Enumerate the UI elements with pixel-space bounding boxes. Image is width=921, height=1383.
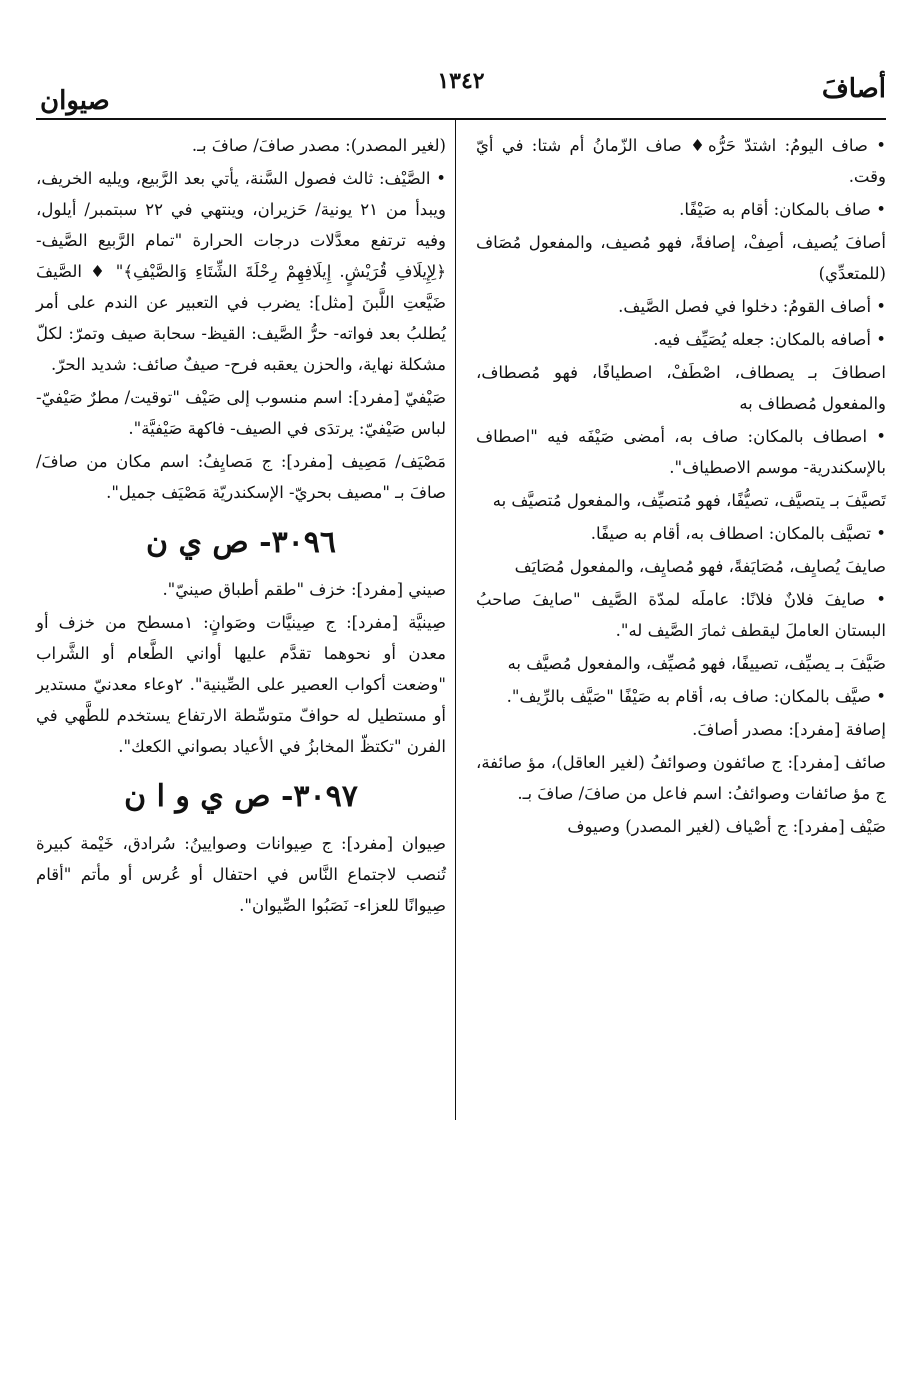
section-heading: ٣٠٩٧- ص ي و ا ن — [124, 779, 358, 814]
page-header — [36, 60, 886, 120]
entry: • اصطاف بالمكان: صاف به، أمضى صَيْفَه فيه "اصطاف بالإسكندرية- موسم الاصطياف". — [476, 427, 886, 477]
header-left-word: صيوان — [40, 86, 110, 116]
entry: إصافة [مفرد]: مصدر أصافَ. — [692, 720, 886, 739]
header-right-word: أصافَ — [821, 74, 886, 104]
entry: أصافَ يُصيف، أصِفْ، إصافةً، فهو مُصيف، والمفعول مُصَاف (للمتعدِّي) — [476, 233, 886, 283]
page-number: ١٣٤٢ — [437, 68, 485, 94]
entry: • الصَّيْف: ثالث فصول السَّنة، يأتي بعد الرَّبيع، ويليه الخريف، ويبدأ من ٢١ يونية/ حَزيران، وينتهي في ٢٢ سبتمبر/ أيلول، وفيه ترتفع معدَّلات درجات الحرارة "تمام الرَّبيع الصَّيف- ﴿لِإِيلَافِ قُرَيْشٍ. إِيلَافِهِمْ رِحْلَةَ الشِّتَاءِ وَالصَّيْفِ﴾" ♦ الصَّيفَ ضَيَّعتِ اللَّبنَ [مثل]: يضرب في التعبير عن الندم على أمر يُطلبُ بعد فواته- حرُّ الصَّيف: القيظ- سحابة صيف وتمرّ: لكلّ مشكلة نهاية، والحزن يعقبه فرح- صيفٌ صائف: شديد الحرّ. — [36, 169, 446, 374]
header-rule — [36, 118, 886, 120]
entry: مَصْيَف/ مَصِيف [مفرد]: ج مَصايِفُ: اسم مكان من صافَ/ صافَ بـ "مصيف بحريّ- الإسكندريّة مَصْيَف جميل". — [36, 452, 446, 502]
section-heading: ٣٠٩٦- ص ي ن — [145, 525, 337, 560]
right-column — [476, 130, 886, 844]
column-divider — [455, 120, 456, 1120]
entry: صَيْفيّ [مفرد]: اسم منسوب إلى صَيْف "توقيت/ مطرٌ صَيْفيّ- لباس صَيْفيّ: يرتدَى في الصيف- فاكهة صَيْفيَّة". — [35, 388, 446, 438]
entry: • صيَّف بالمكان: صاف به، أقام به صَيْفًا "صَيَّف بالرِّيف". — [506, 687, 886, 706]
entry: • أصاف القومُ: دخلوا في فصل الصَّيف. — [618, 297, 886, 316]
entry: صِيوان [مفرد]: ج صِيوانات وصوايينُ: سُرادق، خَيْمة كبيرة تُنصب لاجتماع النَّاس في احتفال أو عُرس أو مأتم "أقام صِيوانًا للعزاء- نَصَبُوا الصِّيوان". — [36, 834, 446, 915]
entry: صائف [مفرد]: ج صائفون وصوائفُ (لغير العاقل)، مؤ صائفة، ج مؤ صائفات وصوائفُ: اسم فاعل من صافَ/ صافَ بـ. — [476, 753, 886, 803]
entry: • أصافه بالمكان: جعله يُصَيِّف فيه. — [653, 330, 886, 349]
entry: • صايفَ فلانٌ فلانًا: عاملَه لمدّة الصَّيف "صايفَ صاحبُ البستان العاملَ ليقطف ثمارَ الصَّيف له". — [476, 590, 886, 640]
entry: صِينيَّة [مفرد]: ج صِينيَّات وصَوانٍ: ١مسطح من خزف أو معدن أو نحوهما تقدَّم عليها أواني الطَّعام أو الشَّراب "وضعت أكواب العصير على الصِّينية". ٢وعاء معدنيّ مستدير أو مستطيل له حوافّ متوسِّطة الارتفاع يستخدم للطَّهي في الفرن "تكتظّ المخابزُ في الأعياد بصواني الكعك". — [36, 613, 446, 756]
entry: (لغير المصدر): مصدر صافَ/ صافَ بـ. — [191, 136, 446, 155]
entry: • تصيَّف بالمكان: اصطاف به، أقام به صيفًا. — [590, 524, 886, 543]
entry: تَصيَّفَ بـ يتصيَّف، تصيُّفًا، فهو مُتصيِّف، والمفعول مُتصيَّف به — [492, 491, 886, 510]
dictionary-page — [36, 60, 886, 1120]
entry: صيني [مفرد]: خزف "طقم أطباق صينيّ". — [162, 580, 446, 599]
entry: • صاف بالمكان: أقام به صَيْفًا. — [679, 200, 886, 219]
entry: اصطافَ بـ يصطاف، اصْطَفْ، اصطيافًا، فهو مُصطاف، والمفعول مُصطاف به — [476, 363, 886, 413]
entry: • صاف اليومُ: اشتدّ حَرُّه♦ صاف الزّمانُ أم شتا: في أيّ وقت. — [476, 136, 886, 186]
entry: صَيَّفَ بـ يصيِّف، تصييفًا، فهو مُصيِّف، والمفعول مُصيَّف به — [507, 654, 886, 673]
entry: صايفَ يُصايِف، مُصَايَفةً، فهو مُصايِف، والمفعول مُصَايَف — [514, 557, 886, 576]
left-column — [36, 130, 446, 923]
entry: صَيْف [مفرد]: ج أصْياف (لغير المصدر) وصيوف — [567, 817, 886, 836]
